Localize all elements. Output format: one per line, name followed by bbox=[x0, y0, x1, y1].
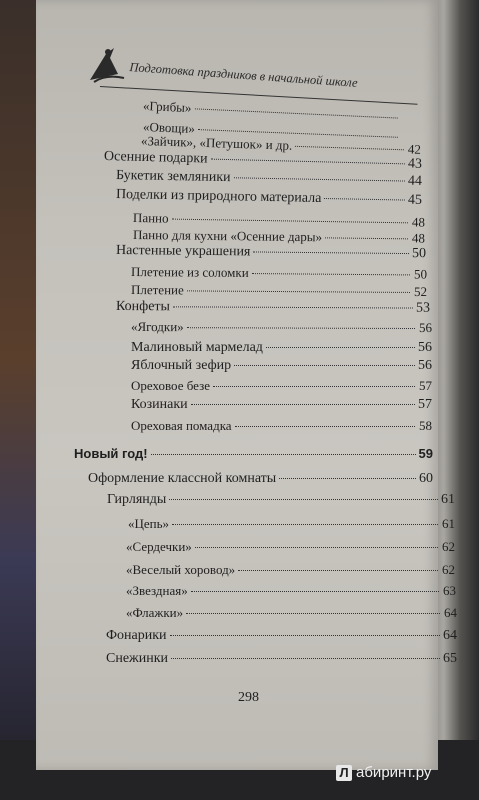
toc-item: Панно 48 bbox=[132, 210, 426, 230]
toc-item: «Флажки» 64 bbox=[126, 605, 457, 620]
watermark-text: абиринт.ру bbox=[356, 764, 432, 781]
toc-item: Фонарики 64 bbox=[106, 628, 457, 643]
toc-item: Панно для кухни «Осенние дары» 48 bbox=[132, 227, 426, 246]
toc-item: Букетик земляники 44 bbox=[115, 168, 423, 189]
running-header: Подготовка праздников в начальной школе bbox=[129, 60, 359, 90]
toc-item: «Звездная» 63 bbox=[126, 583, 456, 598]
toc-item: Плетение 52 bbox=[130, 282, 428, 300]
labirint-logo-icon: Л bbox=[336, 765, 352, 781]
toc-item: «Зайчик», «Петушок» и др. 42 bbox=[140, 133, 422, 157]
page-number: 298 bbox=[238, 690, 259, 705]
toc-item: Плетение из соломки 50 bbox=[130, 264, 428, 282]
toc-item: Гирлянды 61 bbox=[107, 492, 455, 507]
toc-item: Конфеты 53 bbox=[115, 299, 431, 316]
toc-item: Ореховая помадка 58 bbox=[131, 418, 432, 433]
toc-item: «Грибы» bbox=[143, 98, 415, 126]
toc-item: «Овощи» bbox=[143, 119, 415, 145]
toc-item: «Веселый хоровод» 62 bbox=[126, 562, 455, 577]
toc-item: Снежинки 65 bbox=[106, 651, 457, 666]
toc-item: Осенние подарки 43 bbox=[103, 149, 423, 172]
toc-item: «Сердечки» 62 bbox=[126, 539, 455, 554]
toc-chapter: Новый год! 59 bbox=[74, 446, 433, 461]
toc-item: Яблочный зефир 56 bbox=[131, 358, 432, 373]
watermark bbox=[336, 764, 431, 781]
toc-item: Ореховое безе 57 bbox=[131, 378, 432, 393]
toc-item: Малиновый мармелад 56 bbox=[131, 340, 432, 355]
toc-item: «Цепь» 61 bbox=[128, 516, 455, 531]
toc-item: «Ягодки» 56 bbox=[130, 319, 433, 336]
toc-item: Настенные украшения 50 bbox=[115, 243, 427, 262]
toc-item: Козинаки 57 bbox=[131, 397, 432, 412]
toc-item: Поделки из природного материала 45 bbox=[115, 187, 423, 208]
toc-item: Оформление классной комнаты 60 bbox=[88, 471, 433, 486]
